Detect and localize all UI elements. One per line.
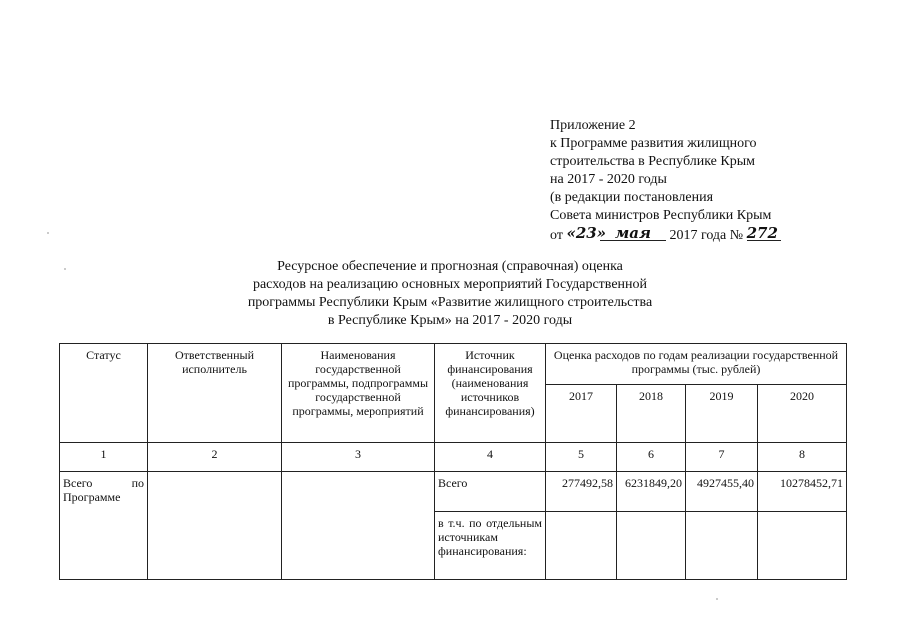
value-2017: 277492,58: [546, 472, 617, 512]
scan-speck: [716, 598, 718, 600]
header-year-2018: 2018: [617, 385, 686, 443]
document-title: [200, 258, 700, 330]
title-line-1: Ресурсное обеспечение и прогнозная (справочная) оценка: [277, 259, 623, 274]
budget-table: [59, 343, 847, 580]
value-2020: 10278452,71: [758, 472, 847, 512]
column-number: 6: [617, 443, 686, 472]
appendix-line-2: к Программе развития жилищного: [550, 136, 757, 151]
handwritten-day: «23»: [566, 224, 607, 242]
header-names: Наименования государственной программы, подпрограммы государственной программы, мероприятий: [282, 344, 435, 443]
appendix-ot: от: [550, 228, 563, 243]
row-status: Всего по Программе: [60, 472, 148, 580]
header-year-2019: 2019: [686, 385, 758, 443]
appendix-line-4: на 2017 - 2020 годы: [550, 172, 667, 187]
row-executor: [148, 472, 282, 580]
header-row-1: [60, 344, 847, 385]
header-executor: Ответственный исполнитель: [148, 344, 282, 443]
handwritten-number: 272: [747, 226, 781, 241]
empty-cell: [617, 512, 686, 580]
appendix-line-6: Совета министров Республики Крым: [550, 208, 772, 223]
title-line-3: программы Республики Крым «Развитие жилищного строительства: [247, 295, 653, 310]
empty-cell: [758, 512, 847, 580]
empty-cell: [546, 512, 617, 580]
column-number: 1: [60, 443, 148, 472]
table-row-total: [60, 472, 847, 512]
value-2019: 4927455,40: [686, 472, 758, 512]
row-source-sub: в т.ч. по отдельным источникам финансирования:: [435, 512, 546, 580]
column-number: 3: [282, 443, 435, 472]
column-number: 8: [758, 443, 847, 472]
appendix-block: [550, 117, 850, 245]
column-number: 4: [435, 443, 546, 472]
row-source-total: Всего: [435, 472, 546, 512]
scan-speck: [47, 232, 49, 234]
handwritten-month: мая: [600, 226, 666, 241]
header-source: Источник финансирования (наименования источников финансирования): [435, 344, 546, 443]
column-number-row: [60, 443, 847, 472]
column-number: 2: [148, 443, 282, 472]
scan-speck: [64, 268, 66, 270]
header-status: Статус: [60, 344, 148, 443]
title-line-4: в Республике Крым» на 2017 - 2020 годы: [327, 313, 573, 328]
header-estimate: Оценка расходов по годам реализации государственной программы (тыс. рублей): [546, 344, 847, 385]
appendix-year-text: 2017 года №: [669, 228, 744, 243]
empty-cell: [686, 512, 758, 580]
appendix-line-1: Приложение 2: [550, 118, 636, 133]
row-names: [282, 472, 435, 580]
value-2018: 6231849,20: [617, 472, 686, 512]
appendix-line-3: строительства в Республике Крым: [550, 154, 755, 169]
header-year-2020: 2020: [758, 385, 847, 443]
appendix-line-5: (в редакции постановления: [550, 190, 714, 205]
column-number: 5: [546, 443, 617, 472]
appendix-date-line: [550, 225, 850, 245]
column-number: 7: [686, 443, 758, 472]
header-year-2017: 2017: [546, 385, 617, 443]
title-line-2: расходов на реализацию основных мероприятий Государственной: [252, 277, 648, 292]
